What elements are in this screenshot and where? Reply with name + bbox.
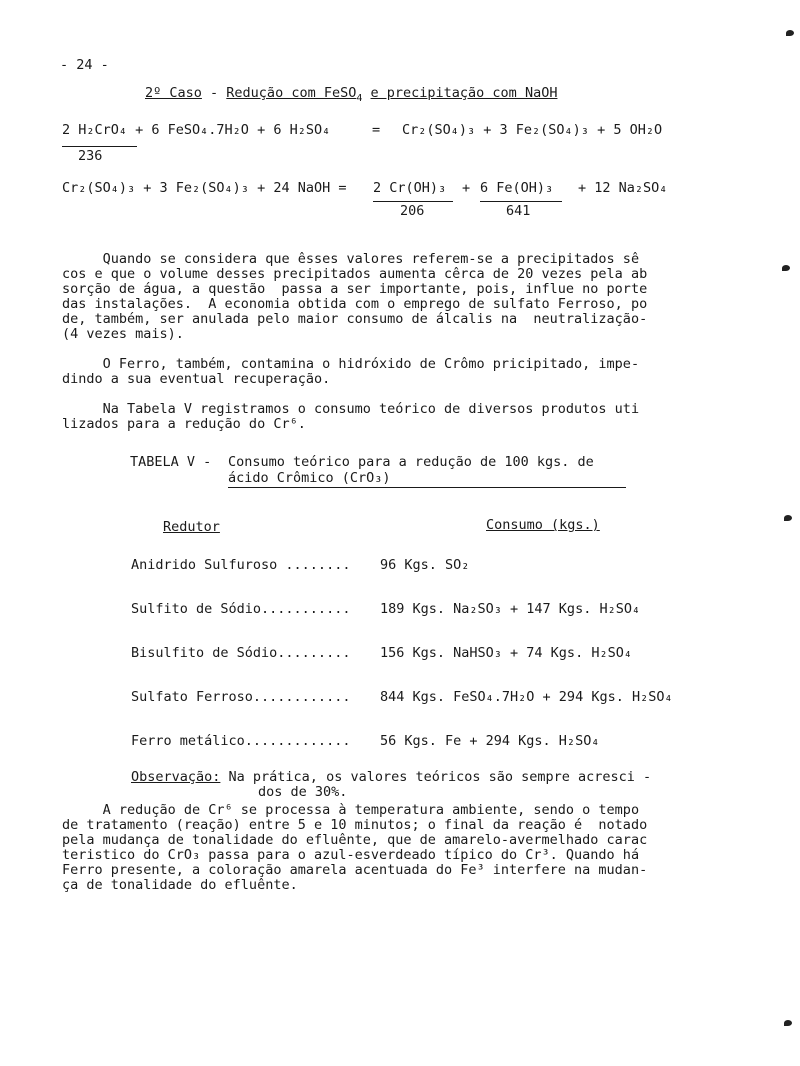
table-row-4-value: 844 Kgs. FeSO₄.7H₂O + 294 Kgs. H₂SO₄ xyxy=(380,689,673,705)
table-row-5-value: 56 Kgs. Fe + 294 Kgs. H₂SO₄ xyxy=(380,733,600,749)
paragraph-line: O Ferro, também, contamina o hidróxido de Crômo pricipitado, impe- xyxy=(62,356,640,372)
table-row-2-name: Sulfito de Sódio........... xyxy=(131,601,351,617)
page-number: - 24 - xyxy=(60,57,109,73)
scan-mark xyxy=(784,1020,792,1026)
scan-mark xyxy=(784,515,792,521)
paragraph-4 xyxy=(62,803,647,893)
case-title-part1: 2º Caso xyxy=(145,85,202,101)
scan-mark xyxy=(782,265,790,271)
observation-line-2: dos de 30%. xyxy=(258,784,348,800)
table-row-2-value: 189 Kgs. Na₂SO₃ + 147 Kgs. H₂SO₄ xyxy=(380,601,641,617)
table-caption-rule xyxy=(228,487,626,488)
paragraph-line: pela mudança de tonalidade do efluênte, que de amarelo-avermelhado carac xyxy=(62,832,648,848)
table-row-1-value: 96 Kgs. SO₂ xyxy=(380,557,470,573)
paragraph-line: A redução de Cr⁶ se processa à temperatura ambiente, sendo o tempo xyxy=(62,802,640,818)
paragraph-line: Na Tabela V registramos o consumo teórico de diversos produtos uti xyxy=(62,401,640,417)
table-row-5-name: Ferro metálico............. xyxy=(131,733,351,749)
case-title xyxy=(145,85,558,104)
paragraph-line: teristico do CrO₃ passa para o azul-esverdeado típico do Cr³. Quando há xyxy=(62,847,640,863)
equation-1-rhs: Cr₂(SO₄)₃ + 3 Fe₂(SO₄)₃ + 5 OH₂O xyxy=(402,122,663,138)
equation-2-underline-2 xyxy=(480,201,562,202)
table-row-4-name: Sulfato Ferroso............ xyxy=(131,689,351,705)
paragraph-line: ça de tonalidade do efluênte. xyxy=(62,877,298,893)
equation-1-equals: = xyxy=(372,122,381,138)
paragraph-line: dindo a sua eventual recuperação. xyxy=(62,371,331,387)
equation-2-mass-1: 206 xyxy=(400,203,425,219)
table-header-consumo: Consumo (kgs.) xyxy=(486,517,600,533)
case-title-part2: Redução com FeSO$_4$ xyxy=(226,85,363,104)
table-row-3-value: 156 Kgs. NaHSO₃ + 74 Kgs. H₂SO₄ xyxy=(380,645,632,661)
observation-label: Observação: xyxy=(131,769,221,785)
equation-1-underline xyxy=(62,146,137,147)
equation-1-mass: 236 xyxy=(78,148,103,164)
observation-line-1: Na prática, os valores teóricos são sempre acresci - xyxy=(220,769,652,785)
table-header-redutor: Redutor xyxy=(163,519,220,535)
paragraph-line: sorção de água, a questão passa a ser importante, pois, influe no porte xyxy=(62,281,648,297)
case-title-part3: e precipitação com NaOH xyxy=(370,85,558,101)
table-caption-line-2: ácido Crômico (CrO₃) xyxy=(228,470,391,486)
paragraph-line: cos e que o volume desses precipitados aumenta cêrca de 20 vezes pela ab xyxy=(62,266,648,282)
paragraph-line: das instalações. A economia obtida com o emprego de sulfato Ferroso, po xyxy=(62,296,648,312)
paragraph-line: Quando se considera que êsses valores referem-se a precipitados sê xyxy=(62,251,640,267)
equation-2-lhs: Cr₂(SO₄)₃ + 3 Fe₂(SO₄)₃ + 24 NaOH = xyxy=(62,180,347,196)
equation-2-product-1: 2 Cr(OH)₃ xyxy=(373,180,447,196)
scan-mark xyxy=(786,30,794,36)
equation-2-plus: + xyxy=(462,180,471,196)
table-caption-label: TABELA V - xyxy=(130,454,212,470)
paragraph-1 xyxy=(62,252,647,342)
paragraph-2 xyxy=(62,357,639,387)
case-title-dash: - xyxy=(201,85,227,101)
equation-2-product-2: 6 Fe(OH)₃ xyxy=(480,180,554,196)
paragraph-line: de tratamento (reação) entre 5 e 10 minutos; o final da reação é notado xyxy=(62,817,648,833)
equation-2-mass-2: 641 xyxy=(506,203,531,219)
table-caption-line-1: Consumo teórico para a redução de 100 kgs. de xyxy=(228,454,594,470)
paragraph-line: lizados para a redução do Cr⁶. xyxy=(62,416,306,432)
table-row-1-name: Anidrido Sulfuroso ........ xyxy=(131,557,351,573)
paragraph-3 xyxy=(62,402,639,432)
equation-1-lhs: 2 H₂CrO₄ + 6 FeSO₄.7H₂O + 6 H₂SO₄ xyxy=(62,122,331,138)
equation-2-rest: + 12 Na₂SO₄ xyxy=(578,180,668,196)
observation xyxy=(131,769,651,785)
paragraph-line: Ferro presente, a coloração amarela acentuada do Fe³ interfere na mudan- xyxy=(62,862,648,878)
equation-2-underline-1 xyxy=(373,201,453,202)
paragraph-line: de, também, ser anulada pelo maior consumo de álcalis na neutralização- xyxy=(62,311,648,327)
paragraph-line: (4 vezes mais). xyxy=(62,326,184,342)
table-row-3-name: Bisulfito de Sódio......... xyxy=(131,645,351,661)
